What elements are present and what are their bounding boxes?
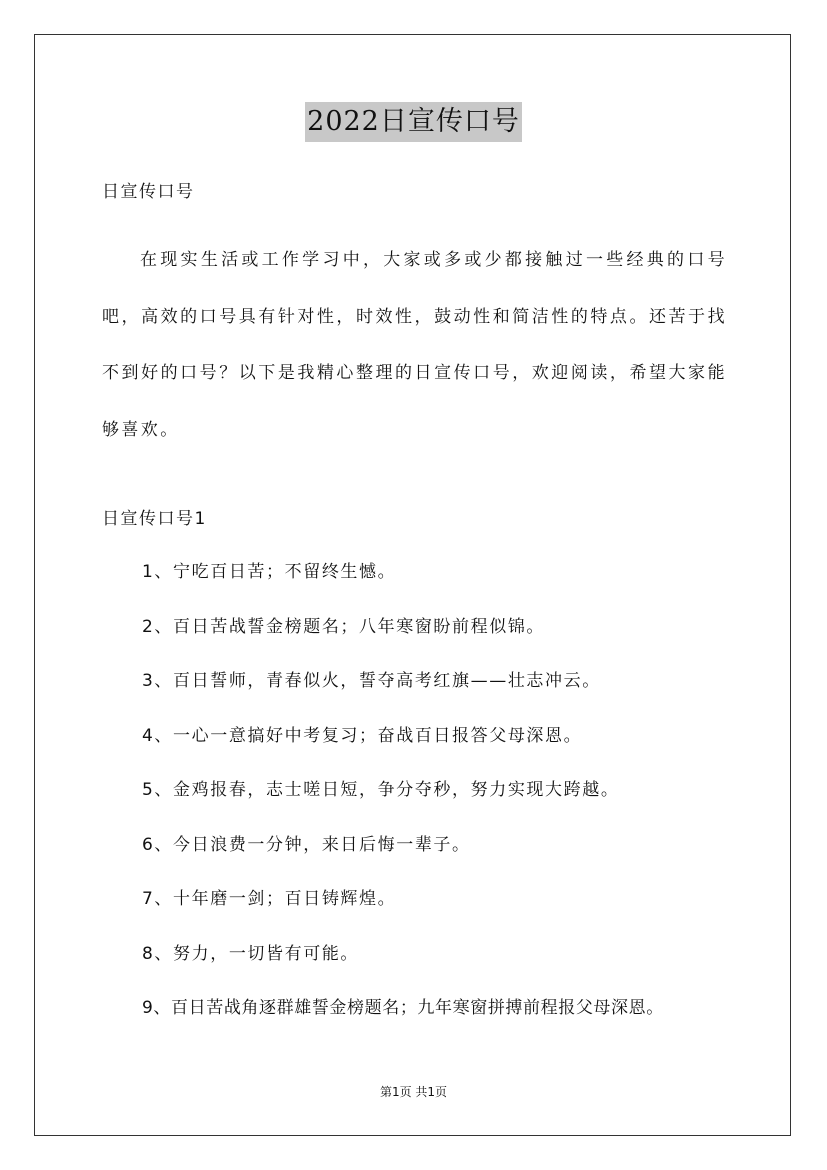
- slogan-item: 6、今日浪费一分钟，来日后悔一辈子。: [142, 834, 471, 855]
- subtitle: 日宣传口号: [102, 182, 195, 202]
- slogan-item: 9、百日苦战角逐群雄誓金榜题名；九年寒窗拼搏前程报父母深恩。: [142, 998, 664, 1018]
- slogan-list: [142, 560, 664, 1051]
- title-wrap: [0, 102, 827, 142]
- slogan-item: 2、百日苦战誓金榜题名；八年寒窗盼前程似锦。: [142, 616, 546, 637]
- slogan-item: 5、金鸡报春，志士嗟日短，争分夺秒，努力实现大跨越。: [142, 780, 620, 800]
- page-footer: [0, 1084, 827, 1100]
- document-title: 2022日宣传口号: [305, 102, 522, 142]
- page-number: 第1页 共1页: [379, 1085, 448, 1099]
- section-heading: 日宣传口号1: [102, 509, 207, 529]
- intro-text: 在现实生活或工作学习中，大家或多或少都接触过一些经典的口号吧，高效的口号具有针对性，时效性，鼓动性和简洁性的特点。还苦于找不到好的口号？以下是我精心整理的日宣传口号，欢迎阅读，希望大家能够喜欢。: [102, 250, 727, 440]
- intro-paragraph: [102, 232, 727, 458]
- slogan-item: 8、努力，一切皆有可能。: [142, 943, 360, 964]
- slogan-item: 4、一心一意搞好中考复习；奋战百日报答父母深恩。: [142, 725, 583, 746]
- slogan-item: 7、十年磨一剑；百日铸辉煌。: [142, 889, 397, 909]
- slogan-item: 3、百日誓师，青春似火，誓夺高考红旗——壮志冲云。: [142, 671, 601, 691]
- slogan-item: 1、宁吃百日苦；不留终生憾。: [142, 562, 397, 582]
